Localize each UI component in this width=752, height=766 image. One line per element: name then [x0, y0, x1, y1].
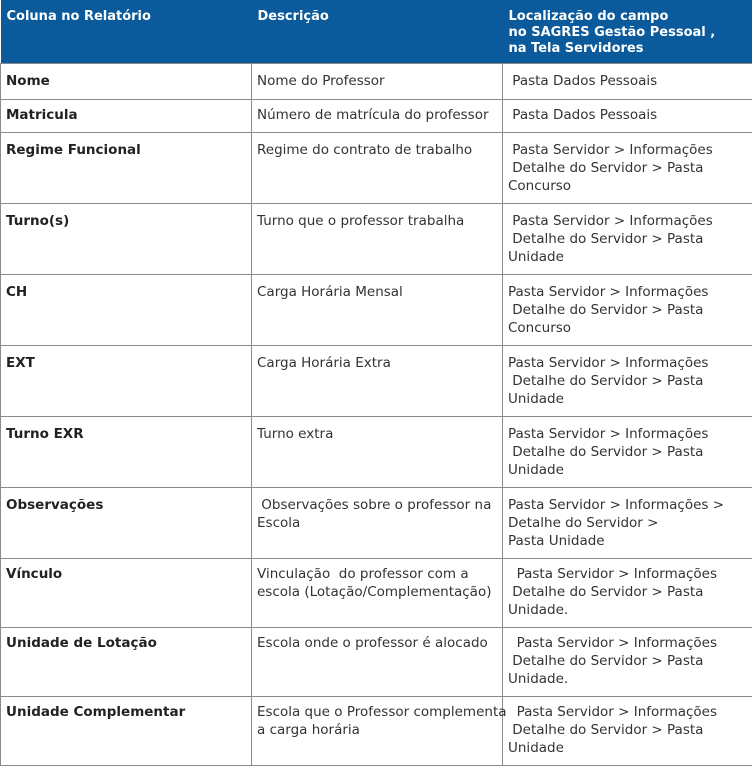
table-header-row	[1, 0, 752, 64]
cell-descricao	[252, 275, 503, 346]
cell-coluna: Vínculo	[1, 559, 252, 628]
cell-descricao	[252, 346, 503, 417]
cell-descricao	[252, 64, 503, 100]
table-row	[1, 64, 752, 100]
table-row	[1, 559, 752, 628]
cell-descricao	[252, 488, 503, 559]
descricao-line: Escola que o Professor complementa	[257, 703, 498, 721]
cell-localizacao	[503, 697, 752, 766]
cell-descricao	[252, 697, 503, 766]
descricao-line: Escola	[257, 514, 498, 532]
cell-localizacao	[503, 64, 752, 100]
localizacao-line: Pasta Servidor > Informações	[508, 141, 748, 159]
cell-coluna: Regime Funcional	[1, 133, 252, 204]
table-row	[1, 275, 752, 346]
localizacao-line: Pasta Servidor > Informações	[508, 634, 748, 652]
cell-descricao	[252, 204, 503, 275]
table-row	[1, 100, 752, 133]
localizacao-line: Pasta Servidor > Informações	[508, 565, 748, 583]
descricao-line: Vinculação do professor com a	[257, 565, 498, 583]
localizacao-line: Unidade	[508, 461, 748, 479]
cell-coluna: Nome	[1, 64, 252, 100]
header-descricao: Descrição	[252, 0, 503, 64]
cell-descricao	[252, 559, 503, 628]
cell-coluna: Unidade de Lotação	[1, 628, 252, 697]
descricao-line: escola (Lotação/Complementação)	[257, 583, 498, 601]
descricao-line: Número de matrícula do professor	[257, 106, 498, 124]
header-localizacao-line: na Tela Servidores	[509, 41, 747, 57]
localizacao-line: Detalhe do Servidor > Pasta	[508, 159, 748, 177]
cell-localizacao	[503, 417, 752, 488]
table-row	[1, 628, 752, 697]
descricao-line: Regime do contrato de trabalho	[257, 141, 498, 159]
header-localizacao-line: no SAGRES Gestão Pessoal ,	[509, 25, 747, 41]
localizacao-line: Unidade	[508, 739, 748, 757]
descricao-line: Carga Horária Mensal	[257, 283, 498, 301]
table-row	[1, 697, 752, 766]
localizacao-line: Unidade.	[508, 670, 748, 688]
descricao-line: Turno que o professor trabalha	[257, 212, 498, 230]
cell-coluna: EXT	[1, 346, 252, 417]
localizacao-line: Detalhe do Servidor > Pasta	[508, 230, 748, 248]
cell-coluna: Observações	[1, 488, 252, 559]
localizacao-line: Detalhe do Servidor > Pasta	[508, 583, 748, 601]
cell-coluna: CH	[1, 275, 252, 346]
descricao-line: Turno extra	[257, 425, 498, 443]
cell-coluna: Unidade Complementar	[1, 697, 252, 766]
cell-localizacao	[503, 100, 752, 133]
localizacao-line: Pasta Servidor > Informações	[508, 425, 748, 443]
table-row	[1, 417, 752, 488]
localizacao-line: Pasta Servidor > Informações >	[508, 496, 748, 514]
localizacao-line: Concurso	[508, 319, 748, 337]
localizacao-line: Pasta Unidade	[508, 532, 748, 550]
cell-localizacao	[503, 628, 752, 697]
cell-descricao	[252, 417, 503, 488]
localizacao-line: Pasta Dados Pessoais	[508, 106, 748, 124]
descricao-line: Nome do Professor	[257, 72, 498, 90]
header-localizacao	[503, 0, 752, 64]
cell-coluna: Turno EXR	[1, 417, 252, 488]
localizacao-line: Unidade	[508, 390, 748, 408]
cell-coluna: Matricula	[1, 100, 252, 133]
table-row	[1, 488, 752, 559]
cell-localizacao	[503, 346, 752, 417]
localizacao-line: Detalhe do Servidor >	[508, 514, 748, 532]
cell-descricao	[252, 100, 503, 133]
localizacao-line: Detalhe do Servidor > Pasta	[508, 652, 748, 670]
localizacao-line: Pasta Servidor > Informações	[508, 354, 748, 372]
cell-coluna: Turno(s)	[1, 204, 252, 275]
localizacao-line: Pasta Servidor > Informações	[508, 283, 748, 301]
localizacao-line: Detalhe do Servidor > Pasta	[508, 301, 748, 319]
cell-localizacao	[503, 204, 752, 275]
cell-localizacao	[503, 133, 752, 204]
descricao-line: a carga horária	[257, 721, 498, 739]
cell-localizacao	[503, 559, 752, 628]
table-row	[1, 204, 752, 275]
cell-localizacao	[503, 275, 752, 346]
table-row	[1, 133, 752, 204]
localizacao-line: Concurso	[508, 177, 748, 195]
cell-descricao	[252, 628, 503, 697]
localizacao-line: Pasta Servidor > Informações	[508, 212, 748, 230]
descricao-line: Escola onde o professor é alocado	[257, 634, 498, 652]
cell-localizacao	[503, 488, 752, 559]
header-localizacao-line: Localização do campo	[509, 9, 747, 25]
cell-descricao	[252, 133, 503, 204]
descricao-line: Observações sobre o professor na	[257, 496, 498, 514]
localizacao-line: Pasta Dados Pessoais	[508, 72, 748, 90]
descricao-line: Carga Horária Extra	[257, 354, 498, 372]
localizacao-line: Pasta Servidor > Informações	[508, 703, 748, 721]
localizacao-line: Unidade.	[508, 601, 748, 619]
localizacao-line: Detalhe do Servidor > Pasta	[508, 443, 748, 461]
table-row	[1, 346, 752, 417]
localizacao-line: Detalhe do Servidor > Pasta	[508, 721, 748, 739]
localizacao-line: Detalhe do Servidor > Pasta	[508, 372, 748, 390]
localizacao-line: Unidade	[508, 248, 748, 266]
header-coluna: Coluna no Relatório	[1, 0, 252, 64]
